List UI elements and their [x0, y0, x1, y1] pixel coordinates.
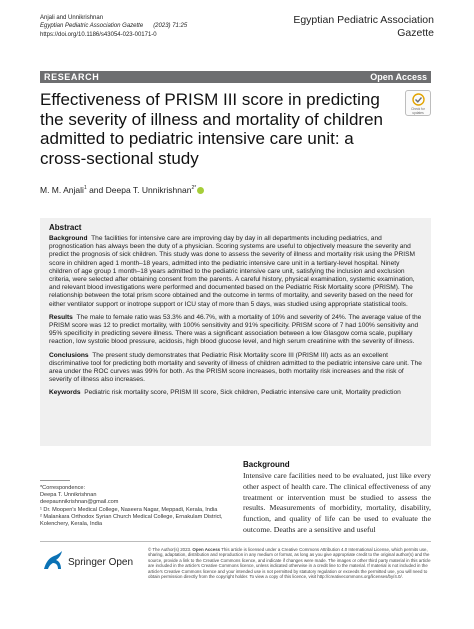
abstract-keywords	[49, 389, 422, 397]
running-header	[40, 14, 187, 39]
author-1[interactable]: M. M. Anjali	[40, 185, 84, 195]
background-body: Intensive care facilities need to be evaluated, just like every other aspect of health care. The clinical effectiveness of any treatment or intervention must be studied to assess the results. Measurements of morbidity, mortality, disability, function, and quality of life can be used to evaluate the outcome. Deaths are a sensitive and useful	[243, 471, 431, 534]
author-2-affiliation: 2*	[191, 185, 197, 192]
keywords-label: Keywords	[49, 389, 81, 397]
header-citation	[40, 22, 187, 30]
license-text: This article is licensed under a Creative Commons Attribution 4.0 International License, which permits use, sharing, adaptation, distribution and reproduction in any medium or format, as long as you give appropriate credit to the original author(s) and the source, provide a link to the Creative Commons licence, and indicate if changes were made. The images or other third party material in this article are included in the article's Creative Commons licence, unless indicated otherwise in a credit line to the material. If material is not included in the article's Creative Commons licence and your intended use is not permitted by statutory regulation or exceeds the permitted use, you will need to obtain permission directly from the copyright holder. To view a copy of this licence, visit http://creativecommons.org/licenses/by/4.0/.	[148, 547, 431, 580]
background-section	[243, 460, 431, 536]
conclusions-text: The present study demonstrates that Pediatric Risk Mortality score III (PRISM III) acts as an excellent discriminative tool for predicting both mortality and severity of illness of children admitted to the pediatric intensive care unit. The area under the ROC curves was 99% for both. As the PRISM score increases, both mortality risk increases and the risk of severity of illness also increases.	[49, 351, 422, 384]
affiliation-2: ² Malankara Orthodox Syrian Church Medical College, Ernakulam District, Kolenchery, Kerala, India	[40, 513, 223, 528]
orcid-icon[interactable]	[197, 187, 204, 194]
conclusions-label: Conclusions	[49, 351, 89, 359]
footer-divider	[40, 541, 431, 542]
license-open-access: Open Access	[192, 547, 221, 552]
header-doi[interactable]: https://doi.org/10.1186/s43054-023-00171-0	[40, 31, 157, 38]
background-heading: Background	[243, 460, 290, 469]
springer-open-logo	[40, 550, 140, 580]
header-year-volume: (2023) 71:25	[153, 23, 188, 30]
correspondence-label: *Correspondence:	[40, 485, 86, 491]
keywords-text: Pediatric risk mortality score, PRISM III score, Sick children, Pediatric intensive care unit, Mortality prediction	[84, 389, 401, 397]
author-1-affiliation: 1	[83, 185, 87, 192]
author-connector: and	[86, 185, 106, 195]
abstract-conclusions	[49, 352, 422, 385]
author-2[interactable]: Deepa T. Unnikrishnan	[105, 185, 192, 195]
correspondence-name: Deepa T. Unnikrishnan	[40, 492, 97, 499]
license-statement	[148, 547, 431, 579]
author-list	[40, 185, 204, 195]
check-for-updates-badge[interactable]	[405, 90, 431, 116]
affiliation-1: ¹ Dr. Moopen's Medical College, Naseera Nagar, Meppadi, Kerala, India	[40, 506, 218, 513]
publisher-name: Springer Open	[68, 557, 134, 568]
header-authors: Anjali and Unnikrishnan	[40, 15, 104, 21]
article-type-label: RESEARCH	[44, 72, 100, 82]
results-text: The male to female ratio was 53.3% and 46.7%, with a mortality of 10% and severity of 24%. The average value of the PRISM score was 12 to predict mortality, with 100% sensitivity and 91% specificity. PRISM score of 7 had 100% sensitivity and 95% specificity in predicting severe illness. There was a significant association between a low Glasgow coma scale, pupillary reaction, low systolic blood pressure, acidosis, high blood glucose level, and high serum creatinine with the severity of illness.	[49, 313, 422, 346]
correspondence-footnote	[40, 480, 235, 528]
abstract-box	[40, 218, 431, 446]
check-updates-label: Check for updates	[411, 107, 425, 115]
check-updates-icon	[412, 93, 425, 106]
results-label: Results	[49, 313, 73, 321]
article-title: Effectiveness of PRISM III score in predicting the severity of illness and mortality of children admitted to pediatric intensive care unit: a cross-sectional study	[40, 90, 383, 168]
abstract-heading: Abstract	[49, 223, 82, 232]
background-text: The facilities for intensive care are improving day by day in all departments including pediatrics, and prognostication has always been the duty of a physician. Scoring systems are useful to objectively measure the severity and predict the prognosis of sick children. This study was done to assess the severity of illness and mortality risk using the PRISM score in children aged 1 month–18 years, admitted into the pediatric intensive care unit in a tertiary-level hospital. Ninety children of age group 1 month–18 years admitted to the pediatric intensive care unit, satisfying the inclusion and exclusion criteria, were selected after obtaining consent from the parents. A careful history, physical examination, systemic examination, and relevant blood investigations were performed and documented based on the Pediatric Risk Mortality score (PRISM). The relationship between the total prism score obtained and the outcome in terms of mortality, and severity based on the need for either ventilator support or inotrope support or ICU stay of more than 5 days, was studied using appropriate statistical tools.	[49, 235, 415, 308]
journal-name: Egyptian Pediatric Association Gazette	[293, 14, 434, 39]
open-access-label: Open Access	[370, 72, 427, 82]
springer-horse-icon	[40, 550, 66, 572]
footnote-divider	[40, 480, 70, 481]
article-type-banner	[40, 71, 431, 83]
header-journal: Egyptian Pediatric Association Gazette	[40, 23, 144, 30]
correspondence-email[interactable]: deepaunnikrishnan@gmail.com	[40, 499, 119, 506]
abstract-results	[49, 314, 422, 347]
license-copyright: © The Author(s) 2023.	[148, 547, 192, 552]
background-label: Background	[49, 235, 88, 242]
abstract-background	[49, 235, 422, 309]
